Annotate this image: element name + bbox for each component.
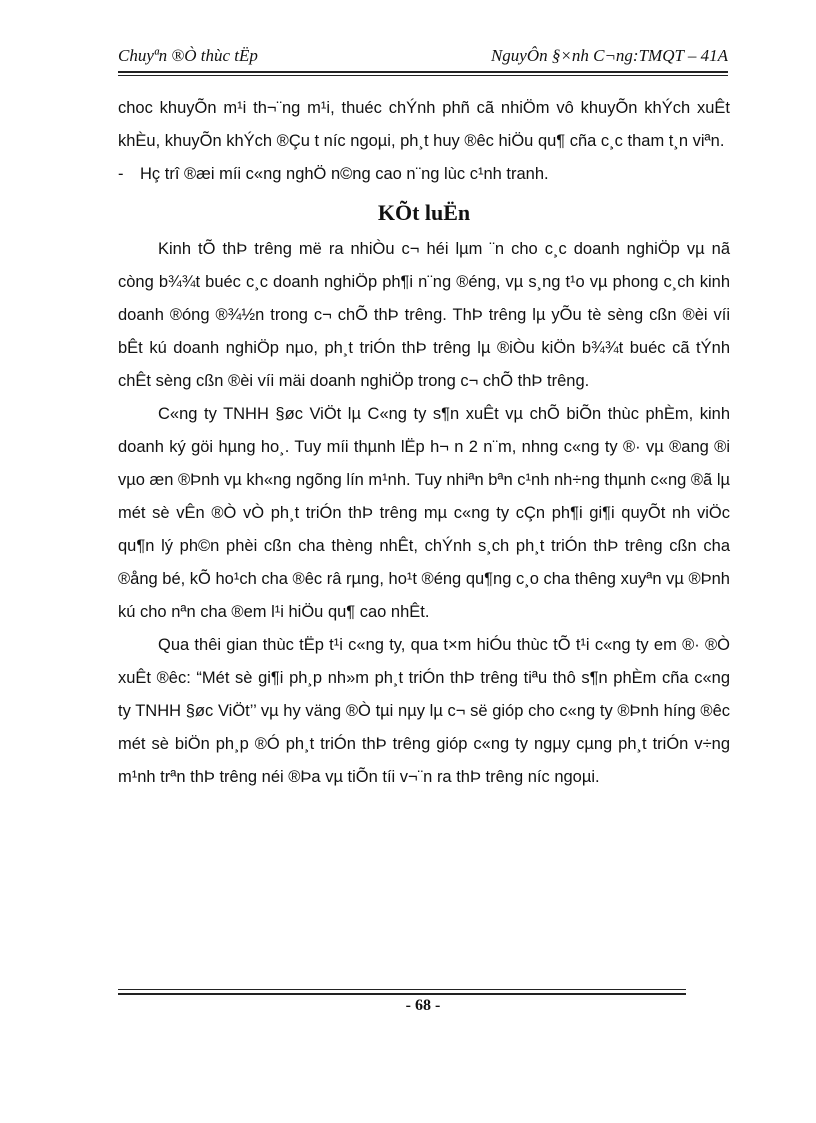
header-author: NguyÔn §×nh C¬ng:TMQT – 41A: [490, 46, 728, 65]
section-heading: KÕt luËn: [377, 200, 471, 225]
body-paragraph: C«ng ty TNHH §øc ViÖt lµ C«ng ty s¶n xuÊt vµ chÕ biÕn thùc phÈm, kinh doanh ký göi hµng ho¸. Tuy míi thµnh lËp h¬ n 2 n¨m, nhng c«ng ty ®· vµ ®ang ®i vµo æn ®Þnh vµ kh«ng ngõng lín m¹nh. Tuy nhiªn bªn c¹nh nh÷ng thµnh c«ng ®ã lµ mét sè vÊn ®Ò vÒ ph¸t triÓn thÞ trêng mµ c«ng ty cÇn ph¶i gi¶i quyÕt nh viÖc qu¶n lý ph©n phèi cßn cha thèng nhÊt, chÝnh s¸ch ph¸t triÓn thÞ trêng cßn cha ®ång bé, kÕ ho¹ch cha ®êc râ rµng, ho¹t ®éng qu¶ng c¸o cha thêng xuyªn vµ ®Þnh kú cho nªn cha ®em l¹i hiÖu qu¶ cao nhÊt.: [118, 405, 730, 621]
bullet-dash: -: [118, 165, 124, 183]
header-rule: [118, 71, 728, 73]
body-paragraph: Qua thêi gian thùc tËp t¹i c«ng ty, qua t×m hiÓu thùc tÕ t¹i c«ng ty em ®· ®Ò xuÊt ®êc: “Mét sè gi¶i ph¸p nh»m ph¸t triÓn thÞ trêng tiªu thô s¶n phÈm cña c«ng ty TNHH §øc ViÖt’’ vµ hy väng ®Ò tµi nµy lµ c¬ së gióp cho c«ng ty ®Þnh híng ®êc mét sè biÖn ph¸p ®Ó ph¸t triÓn thÞ trêng gióp c«ng ty ngµy cµng ph¸t triÓn v÷ng m¹nh trªn thÞ trêng néi ®Þa vµ tiÕn tíi v¬¨n ra thÞ trêng níc ngoµi.: [118, 636, 730, 786]
footer-rule-thin: [118, 989, 686, 990]
footer-rule: [118, 993, 686, 995]
bullet-text: Hç trî ®æi míi c«ng nghÖ n©ng cao n¨ng lùc c¹nh tranh.: [140, 165, 549, 183]
header-chapter-title: Chuyªn ®Ò thùc tËp: [118, 46, 258, 65]
bullet-item: [118, 158, 730, 191]
header-rule-thin: [118, 75, 728, 76]
page-number: - 68 -: [405, 997, 441, 1014]
body-paragraph: Kinh tÕ thÞ trêng më ra nhiÒu c¬ héi lµm ¨n cho c¸c doanh nghiÖp vµ nã còng b¾¾t buéc c¸c doanh nghiÖp ph¶i n¨ng ®éng, vµ s¸ng t¹o vµ phong c¸ch kinh doanh ®óng ®¾½n trong c¬ chÕ thÞ trêng. ThÞ trêng lµ yÕu tè sèng cßn ®èi víi bÊt kú doanh nghiÖp nµo, ph¸t triÓn thÞ trêng lµ ®iÒu kiÖn b¾¾t buéc cã tÝnh chÊt sèng cßn ®èi víi mäi doanh nghiÖp trong c¬ chÕ thÞ trêng.: [118, 240, 730, 390]
page-header: [118, 46, 728, 70]
page-body: [118, 92, 730, 794]
intro-paragraph: choc khuyÕn m¹i th¬¨ng m¹i, thuéc chÝnh phñ cã nhiÖm vô khuyÕn khÝch xuÊt khÈu, khuyÕn khÝch ®Çu t níc ngoµi, ph¸t huy ®êc hiÖu qu¶ cña c¸c tham t¸n viªn.: [118, 99, 730, 150]
